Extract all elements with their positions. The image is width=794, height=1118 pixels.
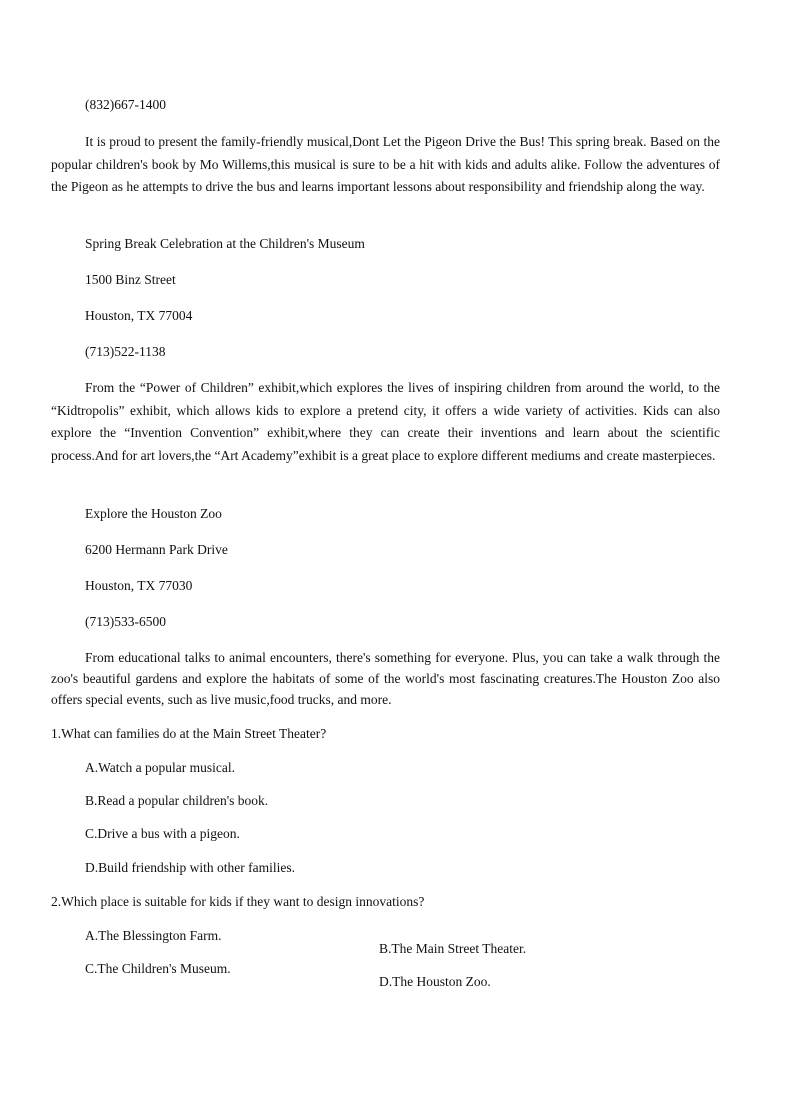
- museum-title: Spring Break Celebration at the Children's Museum: [85, 236, 365, 251]
- question-1-stem: 1.What can families do at the Main Street Theater?: [51, 726, 327, 741]
- theater-phone: (832)667-1400: [85, 97, 166, 112]
- zoo-city: Houston, TX 77030: [85, 578, 193, 593]
- question-2-option-c: C.The Children's Museum.: [85, 961, 231, 976]
- question-2-option-b: B.The Main Street Theater.: [379, 941, 527, 956]
- zoo-street: 6200 Hermann Park Drive: [85, 542, 228, 557]
- question-1-option-a: A.Watch a popular musical.: [85, 760, 235, 775]
- museum-phone: (713)522-1138: [85, 344, 166, 359]
- question-1-option-d: D.Build friendship with other families.: [85, 860, 295, 875]
- museum-street: 1500 Binz Street: [85, 272, 176, 287]
- zoo-description: From educational talks to animal encounters, there's something for everyone. Plus, you can take a walk through the zoo's beautiful gardens and explore the habitats of some of the world's most fascinating creatures.The Houston Zoo also offers special events, such as live music,food trucks, and more.: [51, 650, 720, 707]
- question-2-option-d: D.The Houston Zoo.: [379, 974, 491, 989]
- theater-description: It is proud to present the family-friendly musical,Dont Let the Pigeon Drive the Bus! This spring break. Based on the popular children's book by Mo Willems,this musical is sure to be a hit with kids and adults alike. Follow the adventures of the Pigeon as he attempts to drive the bus and learns important lessons about responsibility and friendship along the way.: [51, 134, 720, 194]
- zoo-phone: (713)533-6500: [85, 614, 166, 629]
- zoo-title: Explore the Houston Zoo: [85, 506, 222, 521]
- question-1-option-b: B.Read a popular children's book.: [85, 793, 269, 808]
- question-2-option-a: A.The Blessington Farm.: [85, 928, 222, 943]
- museum-city: Houston, TX 77004: [85, 308, 193, 323]
- museum-description: From the “Power of Children” exhibit,which explores the lives of inspiring children from around the world, to the “Kidtropolis” exhibit, which allows kids to explore a pretend city, it offers a wide variety of activities. Kids can also explore the “Invention Convention” exhibit,where they can create their inventions and learn about the scientific process.And for art lovers,the “Art Academy”exhibit is a great place to explore different mediums and create masterpieces.: [51, 380, 720, 463]
- question-1-option-c: C.Drive a bus with a pigeon.: [85, 826, 240, 841]
- question-2-stem: 2.Which place is suitable for kids if they want to design innovations?: [51, 894, 425, 909]
